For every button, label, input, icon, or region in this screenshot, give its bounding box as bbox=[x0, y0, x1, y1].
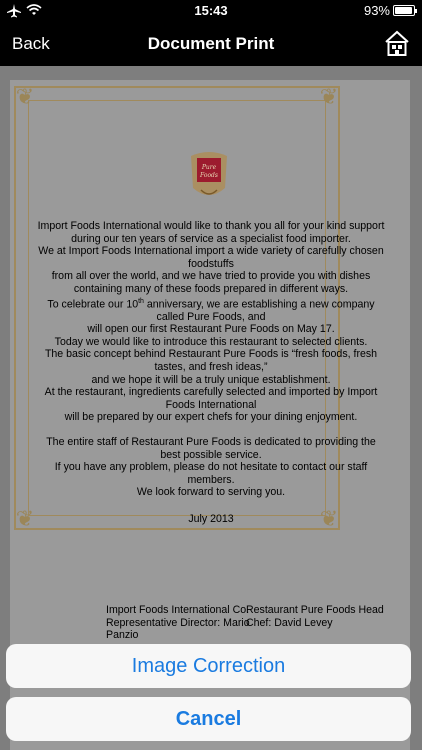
ornament-icon: ❦ bbox=[319, 84, 339, 109]
ornament-icon: ❦ bbox=[15, 506, 35, 531]
home-icon[interactable] bbox=[384, 30, 410, 58]
ornament-icon: ❦ bbox=[15, 84, 35, 109]
letter-line: and we hope it will be a truly unique establishment. bbox=[91, 373, 331, 386]
letter-line: We at Import Foods International import a wide variety of carefully chosen foodstuffs bbox=[38, 245, 384, 270]
letter-line: from all over the world, and we have tried to provide you with dishes containing many of these foods prepared in different ways. bbox=[51, 270, 371, 295]
anniversary-ordinal: th bbox=[138, 297, 144, 305]
signature-right: Restaurant Pure Foods Head Chef: David Levey bbox=[246, 604, 384, 629]
back-button[interactable]: Back bbox=[12, 34, 50, 53]
battery-level bbox=[395, 7, 412, 14]
letter-date: July 2013 bbox=[188, 513, 234, 525]
pure-foods-crest-icon bbox=[185, 148, 233, 204]
battery-percent: 93% bbox=[363, 3, 390, 18]
anniversary-text-before: To celebrate our 10 bbox=[47, 298, 139, 311]
letter-line: The basic concept behind Restaurant Pure Foods is “fresh foods, fresh tastes, and fresh ideas,” bbox=[44, 348, 378, 374]
letter-line: will be prepared by our expert chefs for your dining enjoyment. bbox=[64, 411, 358, 424]
svg-text:Pure: Pure bbox=[201, 164, 217, 171]
letter-line-anniversary bbox=[36, 296, 386, 324]
signature-left: Import Foods International Co. Representative Director: Mario Panzio bbox=[106, 604, 250, 642]
letter-line: If you have any problem, please do not hesitate to contact our staff members. bbox=[54, 461, 368, 486]
letter-line: At the restaurant, ingredients carefully selected and imported by Import Foods International bbox=[44, 386, 378, 411]
status-bar bbox=[0, 0, 422, 22]
letter-body bbox=[36, 220, 386, 526]
letter-line: The entire staff of Restaurant Pure Foods is dedicated to providing the best possible service. bbox=[46, 436, 376, 461]
letter-line: during our ten years of service as a specialist food importer. bbox=[71, 232, 351, 245]
status-time: 15:43 bbox=[194, 3, 228, 18]
letter-line: Import Foods International would like to thank you all for your kind support bbox=[37, 220, 385, 232]
nav-bar bbox=[0, 22, 422, 66]
svg-text:Foods: Foods bbox=[200, 172, 218, 179]
letter-line: will open our first Restaurant Pure Foods on May 17. bbox=[87, 323, 335, 336]
letter-line: Today we would like to introduce this restaurant to selected clients. bbox=[54, 335, 368, 348]
ornament-icon: ❦ bbox=[319, 506, 339, 531]
page-title: Document Print bbox=[147, 34, 275, 53]
image-correction-button[interactable]: Image Correction bbox=[6, 644, 411, 688]
paragraph-gap bbox=[36, 424, 386, 436]
cancel-button[interactable]: Cancel bbox=[6, 697, 411, 741]
anniversary-text-after: anniversary, we are establishing a new company called Pure Foods, and bbox=[143, 298, 375, 323]
letter-line: We look forward to serving you. bbox=[136, 486, 286, 499]
battery-icon bbox=[393, 5, 415, 16]
